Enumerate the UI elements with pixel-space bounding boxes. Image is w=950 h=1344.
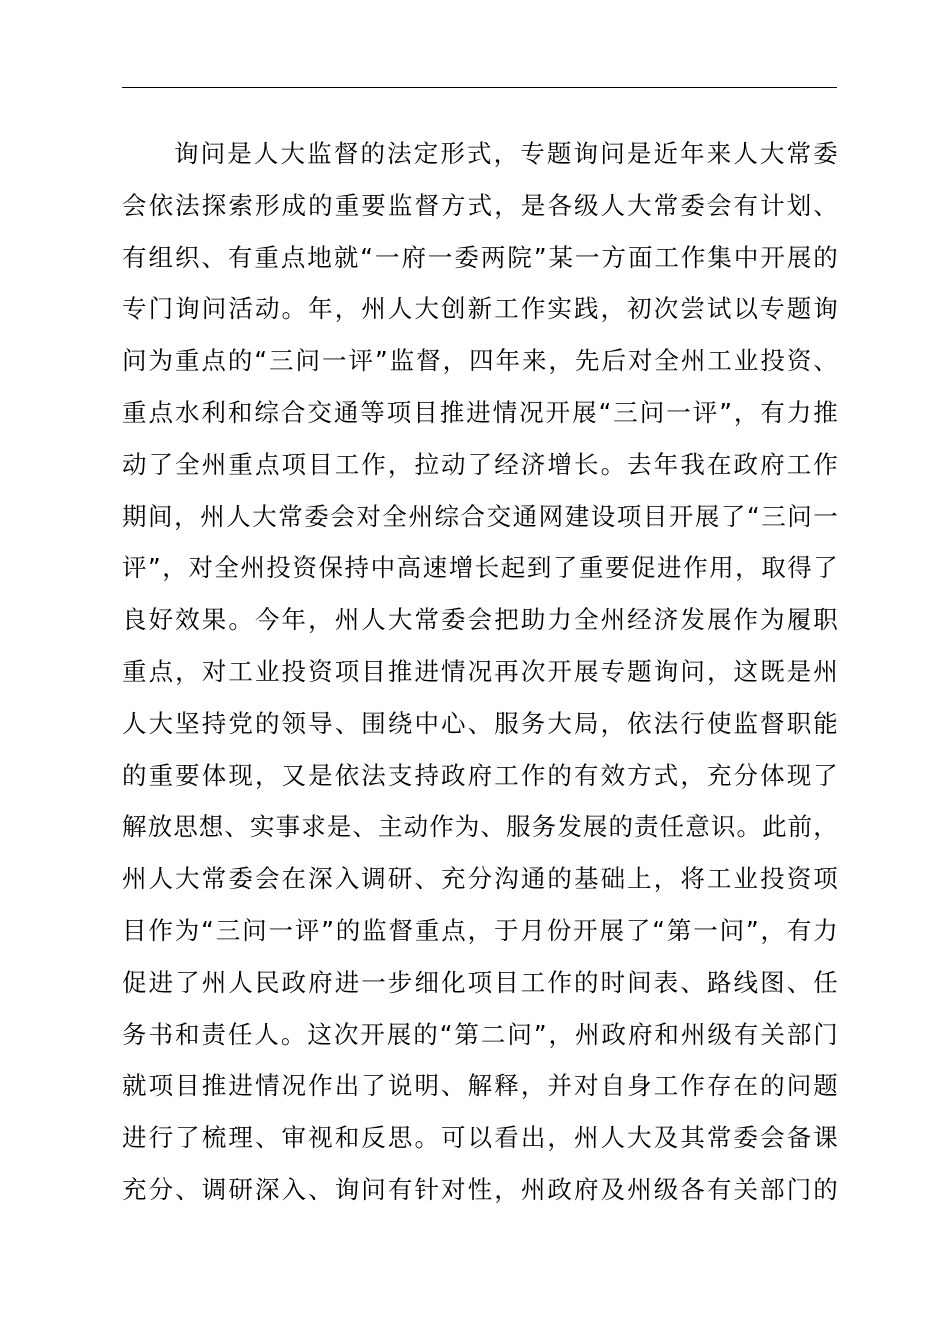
text-line: 进行了梳理、审视和反思。可以看出，州人大及其常委会备课 (122, 1123, 838, 1153)
body-paragraph (122, 128, 838, 1216)
text-line: 重点，对工业投资项目推进情况再次开展专题询问，这既是州 (122, 656, 838, 686)
text-line: 评”，对全州投资保持中高速增长起到了重要促进作用，取得了 (122, 553, 838, 583)
text-line: 就项目推进情况作出了说明、解释，并对自身工作存在的问题 (122, 1071, 838, 1101)
text-line: 动了全州重点项目工作，拉动了经济增长。去年我在政府工作 (122, 449, 838, 479)
text-line: 务书和责任人。这次开展的“第二问”，州政府和州级有关部门 (122, 1019, 838, 1049)
text-line: 良好效果。今年，州人大常委会把助力全州经济发展作为履职 (122, 605, 838, 635)
text-line: 促进了州人民政府进一步细化项目工作的时间表、路线图、任 (122, 967, 838, 997)
text-line: 问为重点的“三问一评”监督，四年来，先后对全州工业投资、 (122, 346, 838, 376)
text-line: 人大坚持党的领导、围绕中心、服务大局，依法行使监督职能 (122, 708, 838, 738)
text-line: 期间，州人大常委会对全州综合交通网建设项目开展了“三问一 (122, 501, 838, 531)
text-line: 询问是人大监督的法定形式，专题询问是近年来人大常委 (174, 139, 838, 168)
text-line: 重点水利和综合交通等项目推进情况开展“三问一评”，有力推 (122, 397, 838, 427)
text-line: 有组织、有重点地就“一府一委两院”某一方面工作集中开展的 (122, 242, 838, 272)
text-line: 解放思想、实事求是、主动作为、服务发展的责任意识。此前， (122, 812, 838, 842)
text-line: 的重要体现，又是依法支持政府工作的有效方式，充分体现了 (122, 760, 838, 790)
header-rule (122, 87, 837, 88)
text-line: 州人大常委会在深入调研、充分沟通的基础上，将工业投资项 (122, 864, 838, 894)
text-line: 会依法探索形成的重要监督方式，是各级人大常委会有计划、 (122, 190, 838, 220)
text-line: 专门询问活动。年，州人大创新工作实践，初次尝试以专题询 (122, 294, 838, 324)
text-line: 目作为“三问一评”的监督重点，于月份开展了“第一问”，有力 (122, 915, 838, 945)
text-line: 充分、调研深入、询问有针对性，州政府及州级各有关部门的 (122, 1174, 838, 1204)
